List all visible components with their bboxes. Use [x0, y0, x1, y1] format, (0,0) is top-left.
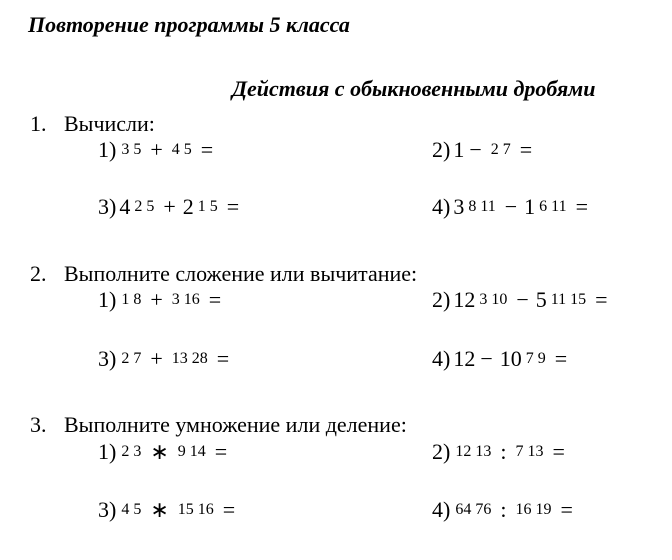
- operator: =: [575, 194, 588, 219]
- denominator: 13: [527, 442, 544, 460]
- operator: =: [519, 137, 533, 162]
- denominator: 5: [183, 140, 192, 158]
- exercise: [432, 441, 570, 463]
- exercise-label: 3): [98, 497, 117, 522]
- fraction: [119, 502, 143, 519]
- exercise-label: 3): [98, 346, 117, 371]
- denominator: 8: [133, 290, 142, 308]
- numerator: 6: [539, 197, 548, 215]
- task-number: 3.: [30, 412, 47, 437]
- denominator: 5: [146, 197, 155, 215]
- numerator: 8: [468, 197, 477, 215]
- exercise-label: 1): [98, 287, 117, 312]
- fraction: [119, 142, 143, 159]
- fraction: [119, 444, 143, 461]
- fraction: [453, 444, 493, 461]
- operator: +: [150, 287, 163, 312]
- whole-number: 1: [453, 137, 465, 162]
- exercise-label: 3): [98, 194, 117, 219]
- exercise-label: 1): [98, 137, 117, 162]
- task-text: Выполните умножение или деление:: [64, 412, 407, 437]
- numerator: 3: [171, 290, 180, 308]
- numerator: 12: [455, 442, 472, 460]
- fraction: [489, 142, 513, 159]
- task-heading: [30, 261, 417, 287]
- whole-number: 12: [453, 346, 476, 371]
- denominator: 9: [537, 349, 546, 367]
- operator: =: [595, 287, 608, 312]
- fraction: [477, 292, 509, 309]
- operator: −: [504, 194, 518, 219]
- exercise-label: 4): [432, 194, 451, 219]
- numerator: 4: [171, 140, 180, 158]
- operator: =: [214, 439, 228, 464]
- fraction: [537, 199, 568, 216]
- operator: =: [560, 497, 573, 522]
- operator: −: [480, 346, 493, 371]
- numerator: 1: [197, 197, 206, 215]
- numerator: 1: [121, 290, 130, 308]
- numerator: 3: [479, 290, 488, 308]
- exercise: [98, 441, 232, 463]
- fraction: [466, 199, 497, 216]
- numerator: 4: [121, 500, 130, 518]
- numerator: 2: [121, 442, 130, 460]
- fraction: [196, 199, 220, 216]
- exercise-label: 1): [98, 439, 117, 464]
- fraction: [170, 142, 194, 159]
- operator: :: [500, 497, 507, 522]
- numerator: 15: [177, 500, 194, 518]
- exercise-label: 4): [432, 346, 451, 371]
- operator: =: [208, 287, 222, 312]
- fraction: [119, 351, 143, 368]
- denominator: 3: [133, 442, 142, 460]
- exercise-label: 4): [432, 497, 451, 522]
- operator: =: [200, 137, 214, 162]
- denominator: 16: [183, 290, 200, 308]
- operator: =: [226, 194, 240, 219]
- fraction: [513, 444, 545, 461]
- exercise-label: 2): [432, 137, 451, 162]
- whole-number: 2: [182, 194, 194, 219]
- operator: =: [222, 497, 236, 522]
- task-heading: [30, 111, 155, 137]
- operator: =: [552, 439, 565, 464]
- denominator: 5: [209, 197, 218, 215]
- denominator: 7: [133, 349, 142, 367]
- denominator: 5: [133, 500, 142, 518]
- denominator: 19: [535, 500, 552, 518]
- numerator: 3: [121, 140, 130, 158]
- numerator: 7: [525, 349, 534, 367]
- exercise: [432, 196, 593, 218]
- denominator: 14: [189, 442, 206, 460]
- fraction: [170, 292, 202, 309]
- numerator: 9: [177, 442, 186, 460]
- operator: ∗: [150, 439, 169, 464]
- exercise: [98, 499, 240, 521]
- operator: =: [554, 346, 568, 371]
- page-title: Повторение программы 5 класса: [28, 12, 350, 37]
- denominator: 15: [570, 290, 587, 308]
- fraction: [524, 351, 548, 368]
- exercise: [98, 196, 244, 218]
- task-number: 1.: [30, 111, 47, 136]
- operator: +: [150, 137, 163, 162]
- fraction: [176, 502, 216, 519]
- denominator: 7: [502, 140, 511, 158]
- operator: +: [163, 194, 176, 219]
- denominator: 76: [475, 500, 492, 518]
- operator: +: [150, 346, 163, 371]
- operator: =: [216, 346, 230, 371]
- denominator: 5: [133, 140, 142, 158]
- numerator: 11: [550, 290, 567, 308]
- whole-number: 5: [535, 287, 547, 312]
- denominator: 11: [480, 197, 496, 215]
- numerator: 64: [455, 500, 472, 518]
- fraction: [513, 502, 553, 519]
- exercise: [98, 139, 218, 161]
- whole-number: 1: [524, 194, 536, 219]
- denominator: 11: [551, 197, 567, 215]
- fraction: [453, 502, 493, 519]
- exercise: [98, 289, 226, 311]
- exercise-label: 2): [432, 287, 451, 312]
- exercise: [432, 499, 578, 521]
- exercise: [432, 139, 537, 161]
- whole-number: 10: [499, 346, 522, 371]
- operator: :: [500, 439, 507, 464]
- denominator: 10: [491, 290, 508, 308]
- numerator: 16: [515, 500, 532, 518]
- numerator: 13: [171, 349, 188, 367]
- fraction: [119, 292, 143, 309]
- exercise: [432, 348, 572, 370]
- exercise-label: 2): [432, 439, 451, 464]
- numerator: 7: [515, 442, 524, 460]
- task-text: Выполните сложение или вычитание:: [64, 261, 418, 286]
- task-text: Вычисли:: [64, 111, 155, 136]
- operator: −: [516, 287, 529, 312]
- denominator: 16: [197, 500, 214, 518]
- whole-number: 4: [119, 194, 131, 219]
- operator: −: [469, 137, 482, 162]
- task-number: 2.: [30, 261, 47, 286]
- denominator: 28: [191, 349, 208, 367]
- exercise: [98, 348, 234, 370]
- fraction: [549, 292, 588, 309]
- operator: ∗: [150, 497, 169, 522]
- whole-number: 3: [453, 194, 465, 219]
- task-heading: [30, 412, 407, 438]
- numerator: 2: [121, 349, 130, 367]
- fraction: [170, 351, 210, 368]
- denominator: 13: [475, 442, 492, 460]
- numerator: 2: [134, 197, 143, 215]
- numerator: 2: [490, 140, 499, 158]
- exercise: [432, 289, 613, 311]
- section-subtitle: Действия с обыкновенными дробями: [232, 76, 596, 101]
- fraction: [176, 444, 208, 461]
- whole-number: 12: [453, 287, 476, 312]
- fraction: [132, 199, 156, 216]
